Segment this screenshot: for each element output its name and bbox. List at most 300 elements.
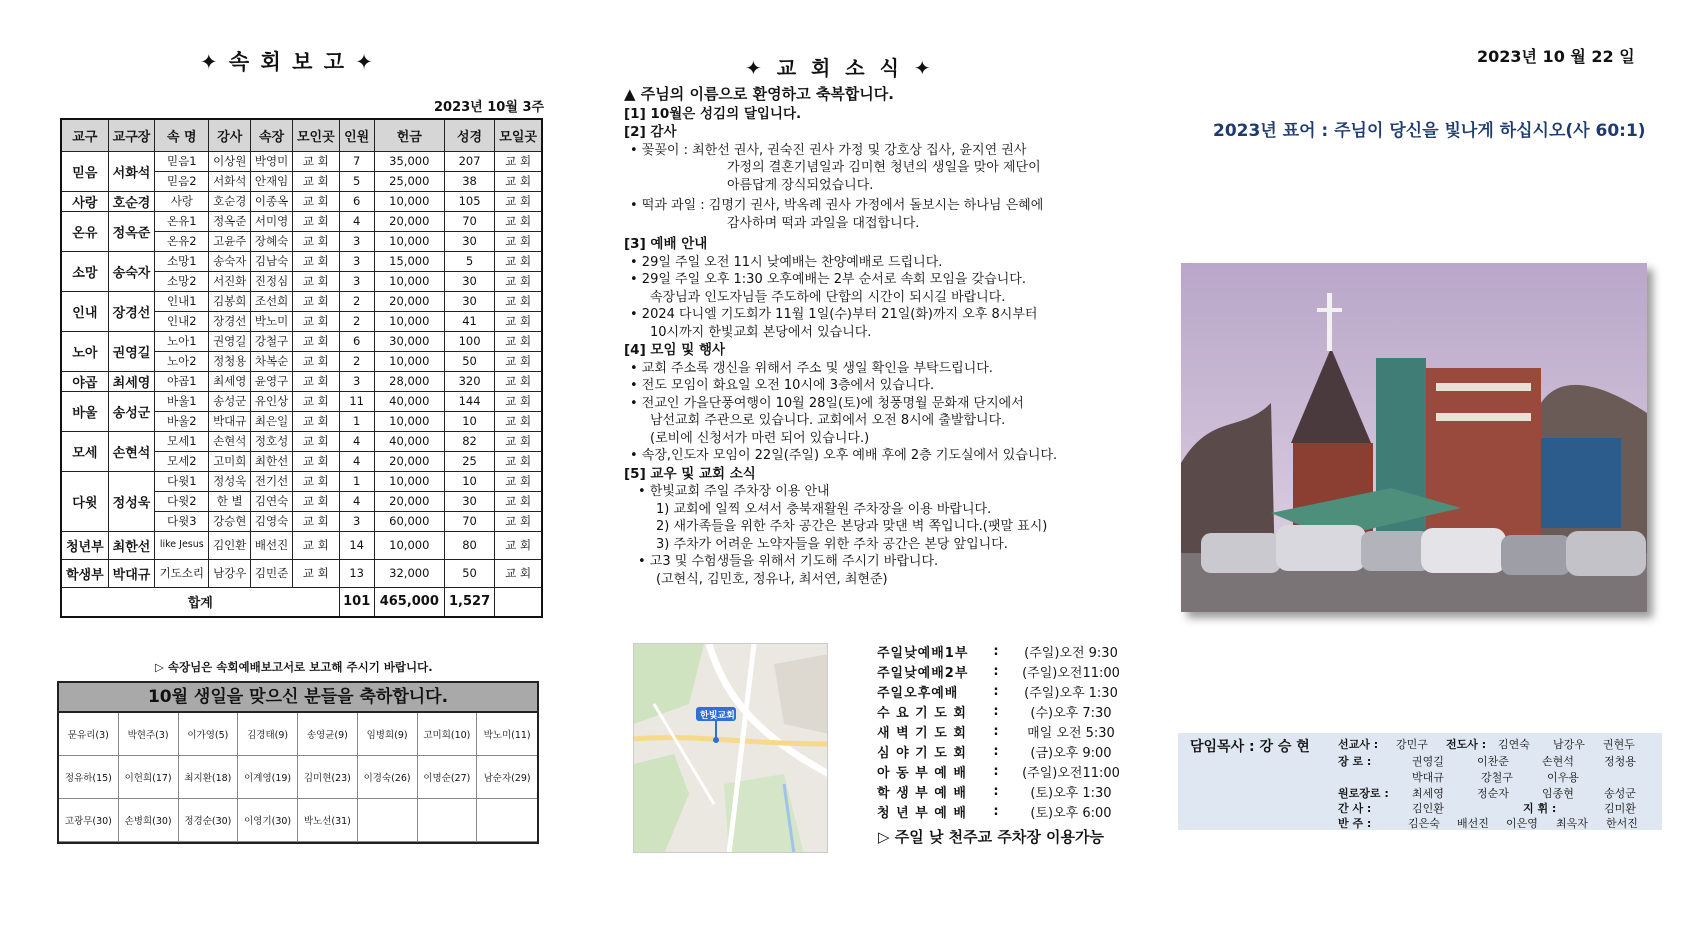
table-cell: 10 (444, 471, 494, 491)
birthday-cell: 박현주(3) (119, 713, 179, 756)
table-cell: 교 회 (495, 371, 542, 391)
retired-elder-name: 정순자 (1477, 787, 1509, 800)
birthday-cell: 이헌희(17) (119, 756, 179, 799)
report-header-row (61, 119, 542, 151)
table-cell: 정청용 (209, 351, 251, 371)
accompanist-name: 최옥자 (1556, 817, 1588, 830)
table-cell: 김연숙 (251, 491, 293, 511)
table-row (61, 251, 542, 271)
table-cell: 교 회 (495, 251, 542, 271)
table-cell: 교 회 (495, 471, 542, 491)
table-cell: 70 (444, 211, 494, 231)
table-cell: 4 (339, 491, 374, 511)
schedule-row (877, 761, 1131, 781)
col-header: 헌금 (374, 119, 444, 151)
col-header: 속 명 (155, 119, 209, 151)
table-cell: 교 회 (293, 471, 340, 491)
table-cell: 김영숙 (251, 511, 293, 531)
birthday-cell: 이경숙(26) (358, 756, 418, 799)
table-cell: 교 회 (293, 491, 340, 511)
table-cell: 정옥준 (108, 211, 155, 251)
table-cell: 30 (444, 491, 494, 511)
table-cell: 105 (444, 191, 494, 211)
table-cell: 3 (339, 271, 374, 291)
missionary-label: 선교사 : (1338, 738, 1379, 751)
table-cell: 교 회 (293, 211, 340, 231)
table-cell: 박영미 (251, 151, 293, 171)
secretary-name: 김인환 (1412, 802, 1444, 815)
col-header: 모인곳 (293, 119, 340, 151)
table-cell: 호순경 (209, 191, 251, 211)
worship-line: • 29일 주일 오전 11시 낮예배는 찬양예배로 드립니다. (630, 254, 943, 270)
schedule-colon: : (993, 763, 999, 779)
table-cell: 3 (339, 231, 374, 251)
table-cell: 4 (339, 211, 374, 231)
table-cell: 30 (444, 231, 494, 251)
table-cell: 노아 (61, 331, 108, 371)
table-cell: 손현석 (108, 431, 155, 471)
table-cell: 배선진 (251, 531, 293, 559)
table-cell: 교 회 (495, 291, 542, 311)
birthday-cell: 김미현(23) (298, 756, 358, 799)
staff-box (1178, 733, 1662, 830)
table-cell: 교 회 (495, 431, 542, 451)
schedule-name: 학 생 부 예 배 (877, 785, 967, 801)
col-header: 성경 (444, 119, 494, 151)
table-cell: 10,000 (374, 411, 444, 431)
schedule-colon: : (993, 803, 999, 819)
table-cell: 믿음1 (155, 151, 209, 171)
map-label: 한빛교회 (700, 711, 735, 721)
schedule-row (877, 741, 1131, 761)
news-line: (고현식, 김민호, 정유나, 최서연, 최현준) (656, 571, 888, 587)
missionary-name: 강민구 (1396, 738, 1428, 751)
table-cell: 최은일 (251, 411, 293, 431)
birthday-cell (477, 799, 537, 842)
report-body (61, 151, 542, 617)
retired-elder-name: 송성군 (1604, 787, 1636, 800)
birthday-cell (418, 799, 478, 842)
evangelist-name: 김연숙 (1498, 738, 1530, 751)
table-cell: 김남숙 (251, 251, 293, 271)
table-cell: 교 회 (293, 231, 340, 251)
table-cell: 교 회 (495, 211, 542, 231)
meeting-line: • 교회 주소록 갱신을 위해서 주소 및 생일 확인을 부탁드립니다. (630, 360, 993, 376)
meeting-line: • 속장,인도자 모임이 22일(주일) 오후 예배 후에 2층 기도실에서 있습니다. (630, 448, 1058, 463)
report-table (60, 118, 543, 618)
table-cell: 정옥준 (209, 211, 251, 231)
section-heading: [5] 교우 및 교회 소식 (624, 465, 756, 482)
table-cell: 교 회 (495, 559, 542, 587)
elder-name: 강철구 (1481, 771, 1513, 784)
table-cell: 사랑 (155, 191, 209, 211)
table-cell: 교 회 (293, 431, 340, 451)
table-cell: 10,000 (374, 271, 444, 291)
table-cell: 교 회 (293, 171, 340, 191)
table-cell: 10,000 (374, 191, 444, 211)
table-cell: 7 (339, 151, 374, 171)
table-row (61, 331, 542, 351)
table-cell: 학생부 (61, 559, 108, 587)
table-cell: 야곱1 (155, 371, 209, 391)
table-cell: 박대규 (209, 411, 251, 431)
table-cell: 20,000 (374, 451, 444, 471)
table-cell: 10,000 (374, 311, 444, 331)
table-cell: 유인상 (251, 391, 293, 411)
table-row (61, 151, 542, 171)
elder-name: 정청용 (1604, 755, 1636, 768)
table-cell: 모세 (61, 431, 108, 471)
birthday-cell (358, 799, 418, 842)
schedule-colon: : (993, 783, 999, 799)
table-cell: 서화석 (108, 151, 155, 191)
table-cell: 이종옥 (251, 191, 293, 211)
table-cell: 교 회 (293, 451, 340, 471)
meeting-line: • 전도 모임이 화요일 오전 10시에 3층에서 있습니다. (630, 378, 935, 393)
table-cell: 5 (444, 251, 494, 271)
table-cell: 10,000 (374, 351, 444, 371)
table-cell: 박대규 (108, 559, 155, 587)
table-cell: 다윗2 (155, 491, 209, 511)
birthday-cell: 박노미(11) (477, 713, 537, 756)
table-row (61, 531, 542, 559)
birthday-cell: 고광무(30) (59, 799, 119, 842)
schedule-time: (토)오후 1:30 (1030, 785, 1112, 801)
table-cell: 10,000 (374, 231, 444, 251)
table-cell: 15,000 (374, 251, 444, 271)
table-cell: 교 회 (293, 191, 340, 211)
table-cell: 25,000 (374, 171, 444, 191)
table-cell: 6 (339, 331, 374, 351)
table-cell: 교 회 (293, 291, 340, 311)
table-cell: 50 (444, 559, 494, 587)
table-cell: 온유 (61, 211, 108, 251)
table-cell: 교 회 (293, 331, 340, 351)
table-cell: 최세영 (209, 371, 251, 391)
table-cell: 20,000 (374, 291, 444, 311)
schedule-row (877, 661, 1131, 681)
birthday-cell: 임병희(9) (358, 713, 418, 756)
schedule-colon: : (993, 643, 999, 659)
table-cell: 노아2 (155, 351, 209, 371)
table-cell: 윤영구 (251, 371, 293, 391)
schedule-time: (금)오후 9:00 (1030, 745, 1112, 761)
secretary-label: 간 사 : (1338, 802, 1372, 815)
news-title: ✦ 교 회 소 식 ✦ (745, 56, 935, 80)
table-cell: 20,000 (374, 491, 444, 511)
table-cell: 교 회 (495, 491, 542, 511)
table-cell: 믿음2 (155, 171, 209, 191)
birthday-cell: 문유리(3) (59, 713, 119, 756)
table-cell: 교 회 (293, 511, 340, 531)
news-line: 1) 교회에 일찍 오셔서 충북재활원 주차장을 이용 바랍니다. (656, 501, 992, 517)
rice-line: • 떡과 과일 : 김명기 권사, 박옥례 권사 가정에서 돌보시는 하나님 은혜에 (630, 198, 1044, 213)
table-row (61, 211, 542, 231)
table-cell: 5 (339, 171, 374, 191)
total-empty (495, 587, 542, 617)
table-cell: 소망2 (155, 271, 209, 291)
table-cell: 2 (339, 291, 374, 311)
table-cell: 교 회 (495, 531, 542, 559)
total-bible: 1,527 (444, 587, 494, 617)
evangelist-name: 남강우 (1553, 738, 1585, 751)
schedule-row (877, 641, 1131, 661)
table-cell: 송숙자 (108, 251, 155, 291)
birthday-cell: 이명순(27) (418, 756, 478, 799)
table-cell: 호순경 (108, 191, 155, 211)
table-cell: 최한선 (108, 531, 155, 559)
table-cell: 바울2 (155, 411, 209, 431)
section-heading: [3] 예배 안내 (624, 236, 708, 252)
table-cell: 4 (339, 431, 374, 451)
table-cell: 교 회 (293, 251, 340, 271)
birthday-cell: 김경태(9) (238, 713, 298, 756)
table-cell: 교 회 (293, 311, 340, 331)
location-map (633, 643, 828, 853)
accompanist-name: 배선진 (1457, 817, 1489, 830)
bulletin-date: 2023년 10 월 22 일 (1477, 47, 1635, 66)
schedule-colon: : (993, 683, 999, 699)
table-cell: 최세영 (108, 371, 155, 391)
table-cell: 교 회 (293, 371, 340, 391)
table-cell: 32,000 (374, 559, 444, 587)
birthday-cell: 정경순(30) (179, 799, 239, 842)
table-cell: 207 (444, 151, 494, 171)
birthday-cell: 박노선(31) (298, 799, 358, 842)
worship-line: 속장님과 인도자님들 주도하에 단합의 시간이 되시길 바랍니다. (650, 289, 1006, 305)
table-cell: 한 별 (209, 491, 251, 511)
table-cell: 김인환 (209, 531, 251, 559)
worship-line: • 29일 주일 오후 1:30 오후예배는 2부 순서로 속회 모임을 갖습니다. (630, 272, 1026, 287)
table-cell: 교 회 (495, 171, 542, 191)
table-cell: 정성욱 (209, 471, 251, 491)
schedule-name: 주일낮예배2부 (877, 665, 969, 681)
table-cell: 10,000 (374, 531, 444, 559)
table-cell: 80 (444, 531, 494, 559)
table-cell: 서진화 (209, 271, 251, 291)
table-cell: 온유2 (155, 231, 209, 251)
table-row (61, 371, 542, 391)
col-header: 속장 (251, 119, 293, 151)
total-row (61, 587, 542, 617)
table-cell: 교 회 (495, 351, 542, 371)
worship-line: • 2024 다니엘 기도회가 11월 1일(수)부터 21일(화)까지 오후 8시부터 (630, 307, 1038, 322)
table-row (61, 471, 542, 491)
table-cell: 청년부 (61, 531, 108, 559)
schedule-name: 심 야 기 도 회 (877, 745, 967, 761)
schedule-colon: : (993, 663, 999, 679)
birthday-cell: 남순자(29) (477, 756, 537, 799)
table-cell: 최한선 (251, 451, 293, 471)
evangelist-label: 전도사 : (1446, 738, 1487, 751)
table-cell: 교 회 (495, 191, 542, 211)
table-cell: 320 (444, 371, 494, 391)
birthday-box (57, 681, 539, 844)
table-cell: 40,000 (374, 431, 444, 451)
elder-name: 이우용 (1547, 771, 1579, 784)
birthday-title: 10월 생일을 맞으신 분들을 축하합니다. (59, 683, 537, 713)
col-header: 인원 (339, 119, 374, 151)
schedule-row (877, 801, 1131, 821)
table-cell: 김민준 (251, 559, 293, 587)
table-cell: 교 회 (495, 311, 542, 331)
table-cell: 권영길 (209, 331, 251, 351)
col-header: 교구 (61, 119, 108, 151)
table-cell: 서미영 (251, 211, 293, 231)
table-cell: 교 회 (495, 511, 542, 531)
table-cell: 28,000 (374, 371, 444, 391)
accompanist-label: 반 주 : (1338, 817, 1372, 830)
schedule-time: (주일)오전11:00 (1022, 665, 1120, 681)
elder-name: 이찬준 (1477, 755, 1509, 768)
schedule-time: 매일 오전 5:30 (1027, 725, 1115, 741)
accompanist-name: 한서진 (1606, 817, 1638, 830)
total-label: 합계 (61, 587, 339, 617)
church-photo (1181, 263, 1647, 612)
table-cell: 11 (339, 391, 374, 411)
table-cell: 서화석 (209, 171, 251, 191)
schedule-name: 아 동 부 예 배 (877, 765, 967, 781)
schedule-time: (주일)오전 9:30 (1024, 645, 1118, 661)
table-cell: 야곱 (61, 371, 108, 391)
table-row (61, 291, 542, 311)
report-note: ▷ 속장님은 속회예배보고서로 보고해 주시기 바랍니다. (155, 660, 433, 674)
table-cell: 인내1 (155, 291, 209, 311)
table-cell: 70 (444, 511, 494, 531)
section-heading: [4] 모임 및 행사 (624, 342, 726, 358)
table-cell: 바울1 (155, 391, 209, 411)
table-cell: 41 (444, 311, 494, 331)
col-header: 강사 (209, 119, 251, 151)
table-cell: 3 (339, 511, 374, 531)
church-photo-graphic (1181, 263, 1647, 612)
table-cell: 고미희 (209, 451, 251, 471)
table-cell: 교 회 (293, 411, 340, 431)
table-cell: 소망1 (155, 251, 209, 271)
table-cell: 정호성 (251, 431, 293, 451)
schedule-time: (주일)오후 1:30 (1024, 685, 1118, 701)
table-cell: 35,000 (374, 151, 444, 171)
schedule-time: (주일)오전11:00 (1022, 765, 1120, 781)
map-graphic (634, 644, 828, 853)
accompanist-name: 김은숙 (1408, 817, 1440, 830)
table-cell: 장혜숙 (251, 231, 293, 251)
table-cell: 교 회 (293, 559, 340, 587)
schedule-colon: : (993, 723, 999, 739)
schedule-name: 수 요 기 도 회 (877, 705, 967, 721)
news-line: • 한빛교회 주일 주차장 이용 안내 (638, 484, 830, 499)
table-cell: 교 회 (495, 451, 542, 471)
table-cell: like Jesus (155, 531, 209, 559)
table-cell: 교 회 (495, 411, 542, 431)
table-cell: 25 (444, 451, 494, 471)
table-cell: 다윗 (61, 471, 108, 531)
table-cell: 50 (444, 351, 494, 371)
table-cell: 60,000 (374, 511, 444, 531)
accompanist-name: 이은영 (1506, 817, 1538, 830)
birthday-cell: 최지환(18) (179, 756, 239, 799)
table-cell: 노아1 (155, 331, 209, 351)
table-cell: 송성군 (209, 391, 251, 411)
schedule-name: 주일낮예배1부 (877, 645, 969, 661)
birthday-cell: 이가영(5) (179, 713, 239, 756)
table-row (61, 559, 542, 587)
schedule-colon: : (993, 703, 999, 719)
table-cell: 바울 (61, 391, 108, 431)
table-cell: 1 (339, 411, 374, 431)
table-cell: 100 (444, 331, 494, 351)
elder-name: 손현석 (1542, 755, 1574, 768)
conductor-label: 지 휘 : (1523, 802, 1557, 815)
schedule-time: (토)오후 6:00 (1030, 805, 1112, 821)
table-cell: 30 (444, 291, 494, 311)
table-cell: 30 (444, 271, 494, 291)
table-cell: 10 (444, 411, 494, 431)
table-cell: 2 (339, 351, 374, 371)
table-cell: 교 회 (495, 271, 542, 291)
birthday-cell: 송영균(9) (298, 713, 358, 756)
section-heading: [2] 감사 (624, 124, 677, 140)
table-cell: 다윗3 (155, 511, 209, 531)
table-cell: 40,000 (374, 391, 444, 411)
table-cell: 믿음 (61, 151, 108, 191)
table-cell: 2 (339, 311, 374, 331)
flower-line: 가정의 결혼기념일과 김미현 청년의 생일을 맞아 제단이 (727, 160, 1041, 175)
table-cell: 송성군 (108, 391, 155, 431)
table-cell: 6 (339, 191, 374, 211)
table-cell: 교 회 (495, 231, 542, 251)
table-cell: 차복순 (251, 351, 293, 371)
table-cell: 남강우 (209, 559, 251, 587)
table-cell: 이상원 (209, 151, 251, 171)
table-cell: 안재임 (251, 171, 293, 191)
report-date: 2023년 10월 3주 (434, 100, 545, 115)
table-cell: 교 회 (293, 351, 340, 371)
table-cell: 144 (444, 391, 494, 411)
col-header: 교구장 (108, 119, 155, 151)
meeting-line: 남선교회 주관으로 있습니다. 교회에서 오전 8시에 출발합니다. (650, 413, 1006, 428)
year-motto: 2023년 표어 : 주님이 당신을 빛나게 하십시오(사 60:1) (1213, 121, 1646, 141)
elder-name: 박대규 (1412, 771, 1444, 784)
birthday-grid (59, 713, 537, 842)
table-cell: 손현석 (209, 431, 251, 451)
table-cell: 정성욱 (108, 471, 155, 531)
table-cell: 사랑 (61, 191, 108, 211)
table-cell: 고윤주 (209, 231, 251, 251)
birthday-cell: 이계영(19) (238, 756, 298, 799)
table-cell: 전기선 (251, 471, 293, 491)
conductor-name: 김미환 (1604, 802, 1636, 815)
birthday-cell: 고미희(10) (418, 713, 478, 756)
birthday-cell: 손병희(30) (119, 799, 179, 842)
table-cell: 김봉희 (209, 291, 251, 311)
table-row (61, 431, 542, 451)
schedule-time: (수)오후 7:30 (1030, 705, 1112, 721)
table-cell: 20,000 (374, 211, 444, 231)
worship-schedule (877, 641, 1131, 821)
retired-elder-name: 최세영 (1412, 787, 1444, 800)
table-cell: 기도소리 (155, 559, 209, 587)
total-count: 101 (339, 587, 374, 617)
table-cell: 진정심 (251, 271, 293, 291)
table-row (61, 391, 542, 411)
col-header: 모일곳 (495, 119, 542, 151)
table-cell: 온유1 (155, 211, 209, 231)
table-cell: 박노미 (251, 311, 293, 331)
birthday-cell: 이영기(30) (238, 799, 298, 842)
table-cell: 14 (339, 531, 374, 559)
table-cell: 조선희 (251, 291, 293, 311)
